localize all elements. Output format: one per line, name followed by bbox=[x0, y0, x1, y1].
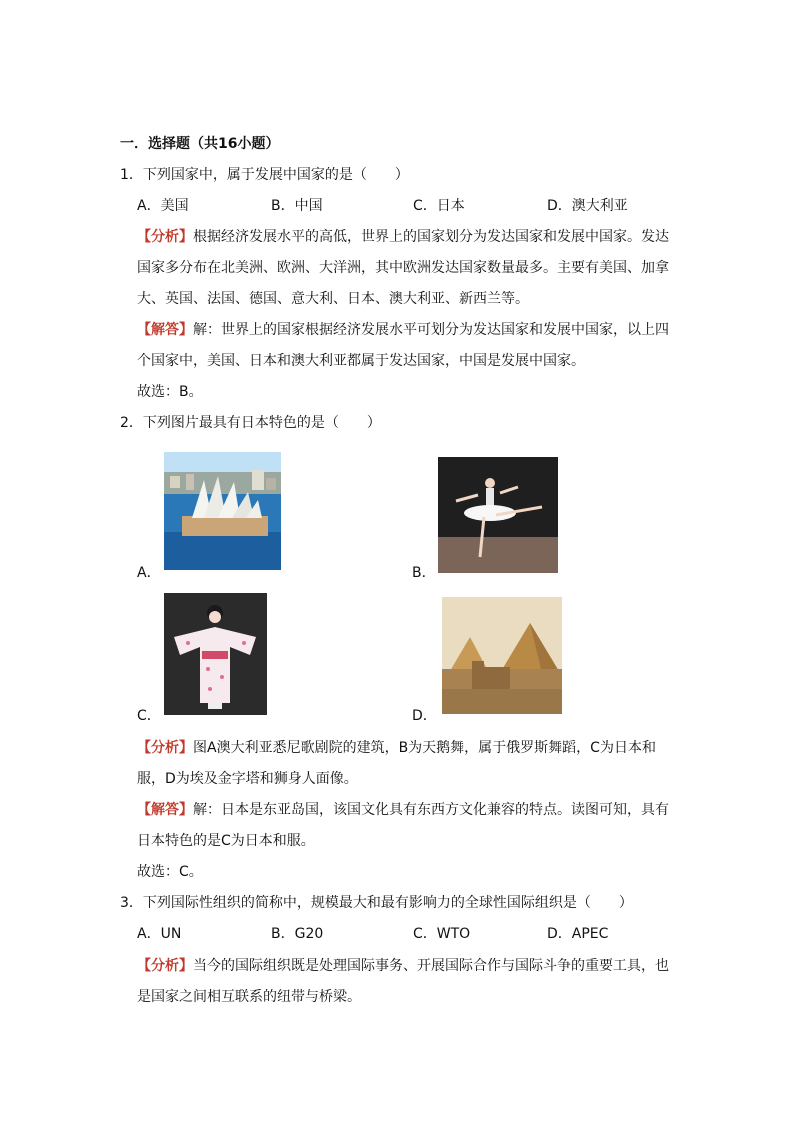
question-3-option-d: D．APEC bbox=[547, 926, 609, 942]
question-1-analysis-line-1 bbox=[137, 228, 669, 246]
analysis-text: 图A澳大利亚悉尼歌剧院的建筑，B为天鹅舞，属于俄罗斯舞蹈，C为日本和 bbox=[193, 740, 656, 756]
question-3-option-c: C．WTO bbox=[413, 926, 471, 942]
question-3-option-a: A．UN bbox=[137, 926, 182, 942]
kimono-image bbox=[164, 593, 267, 715]
analysis-text: 当今的国际组织既是处理国际事务、开展国际合作与国际斗争的重要工具，也 bbox=[193, 958, 669, 974]
pyramids-sphinx-image bbox=[442, 597, 562, 714]
question-3-analysis-line-1 bbox=[137, 957, 669, 975]
question-1-option-b: B．中国 bbox=[271, 198, 323, 214]
ballet-dancer-image bbox=[438, 457, 558, 573]
question-1-option-c: C．日本 bbox=[413, 198, 465, 214]
question-2-option-c: C． bbox=[137, 708, 161, 724]
question-1-answer-line-1 bbox=[137, 321, 669, 339]
question-2-choice: 故选：C。 bbox=[137, 864, 203, 880]
section-title: 一．选择题（共16小题） bbox=[120, 136, 280, 152]
question-2-stem: 2．下列图片最具有日本特色的是（ ） bbox=[120, 415, 381, 431]
question-3-stem: 3．下列国际性组织的简称中，规模最大和最有影响力的全球性国际组织是（ ） bbox=[120, 895, 633, 911]
question-1-analysis-line-2: 国家多分布在北美洲、欧洲、大洋洲，其中欧洲发达国家数量最多。主要有美国、加拿 bbox=[137, 260, 669, 276]
answer-tag: 【解答】 bbox=[137, 322, 193, 338]
question-2-analysis-line-1 bbox=[137, 739, 656, 757]
answer-text: 解：日本是东亚岛国，该国文化具有东西方文化兼容的特点。读图可知，具有 bbox=[193, 802, 669, 818]
answer-tag: 【解答】 bbox=[137, 802, 193, 818]
analysis-tag: 【分析】 bbox=[137, 229, 193, 245]
question-2-answer-line-2: 日本特色的是C为日本和服。 bbox=[137, 833, 315, 849]
question-3-option-b: B．G20 bbox=[271, 926, 324, 942]
question-1-stem: 1．下列国家中，属于发展中国家的是（ ） bbox=[120, 167, 409, 183]
question-2-option-d: D． bbox=[412, 708, 437, 724]
analysis-tag: 【分析】 bbox=[137, 958, 193, 974]
analysis-tag: 【分析】 bbox=[137, 740, 193, 756]
question-1-choice: 故选：B。 bbox=[137, 384, 203, 400]
question-2-analysis-line-2: 服，D为埃及金字塔和狮身人面像。 bbox=[137, 771, 358, 787]
question-1-option-d: D．澳大利亚 bbox=[547, 198, 628, 214]
sydney-opera-house-image bbox=[164, 452, 281, 570]
question-1-answer-line-2: 个国家中，美国、日本和澳大利亚都属于发达国家，中国是发展中国家。 bbox=[137, 353, 585, 369]
question-2-option-a: A． bbox=[137, 565, 161, 581]
analysis-text: 根据经济发展水平的高低，世界上的国家划分为发达国家和发展中国家。发达 bbox=[193, 229, 669, 245]
question-2-answer-line-1 bbox=[137, 801, 669, 819]
question-1-analysis-line-3: 大、英国、法国、德国、意大利、日本、澳大利亚、新西兰等。 bbox=[137, 291, 529, 307]
question-3-analysis-line-2: 是国家之间相互联系的纽带与桥梁。 bbox=[137, 989, 361, 1005]
answer-text: 解：世界上的国家根据经济发展水平可划分为发达国家和发展中国家，以上四 bbox=[193, 322, 669, 338]
question-2-option-b: B． bbox=[412, 565, 436, 581]
question-1-option-a: A．美国 bbox=[137, 198, 189, 214]
